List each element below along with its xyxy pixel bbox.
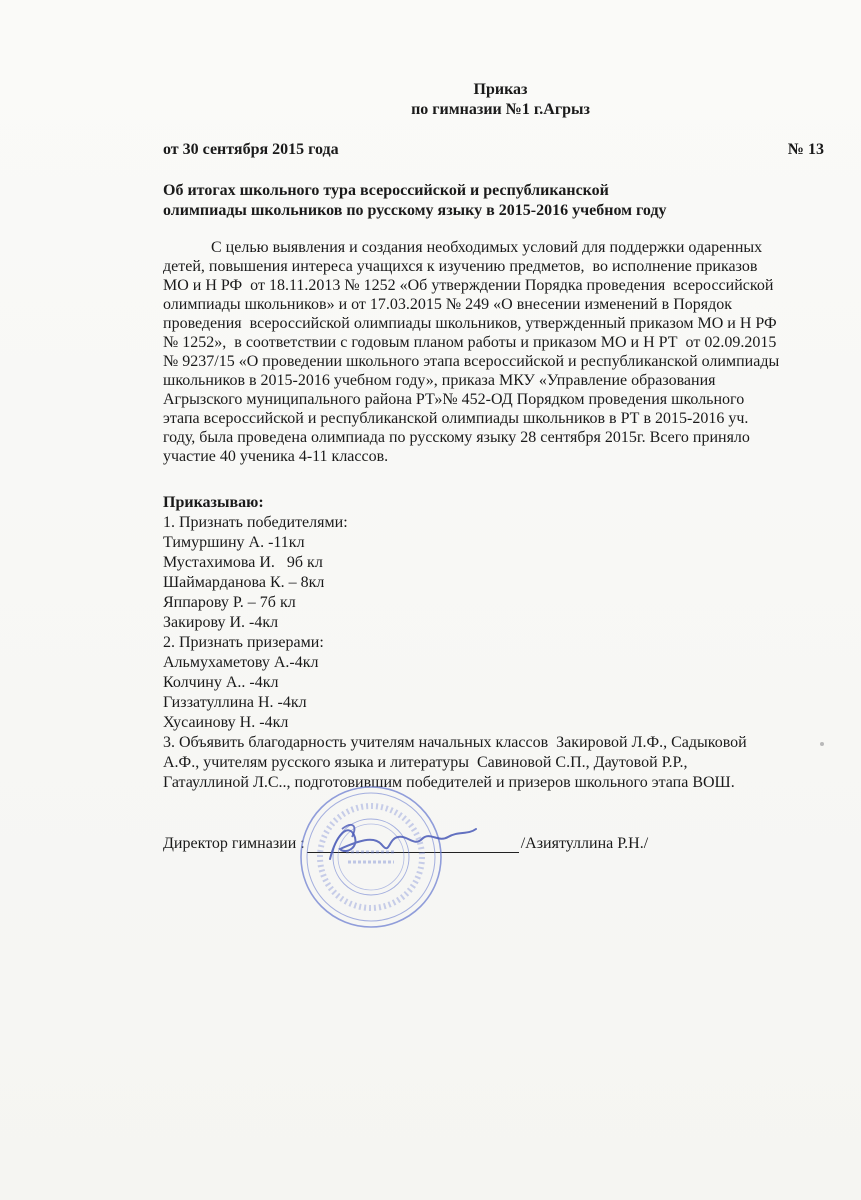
body-line: № 9237/15 «О проведении школьного этапа всероссийской и республиканской олимпиады [163, 353, 780, 370]
document-title: Приказ [473, 81, 528, 98]
body-line: олимпиады школьников» и от 17.03.2015 № 249 «О внесении изменений в Порядок [163, 296, 733, 313]
body-line: проведения всероссийской олимпиады школьников, утвержденный приказом МО и Н РФ [163, 315, 777, 332]
order-line: Яппарову Р. – 7б кл [163, 594, 296, 611]
order-line: 2. Признать призерами: [163, 634, 324, 651]
order-line: Хусаинову Н. -4кл [163, 714, 289, 731]
heading-line-2: олимпиады школьников по русскому языку в 2015-2016 учебном году [163, 202, 667, 219]
order-line: Тимуршину А. -11кл [163, 534, 305, 551]
order-line: Закирову И. -4кл [163, 614, 279, 631]
body-line: детей, повышения интереса учащихся к изучению предметов, во исполнение приказов [163, 258, 758, 275]
order-line: Альмухаметову А.-4кл [163, 654, 319, 671]
order-line: А.Ф., учителям русского языка и литературы Савиновой С.П., Даутовой Р.Р., [163, 754, 688, 771]
body-line: МО и Н РФ от 18.11.2013 № 1252 «Об утверждении Порядка проведения всероссийской [163, 277, 774, 294]
signature-scribble [318, 815, 498, 870]
order-line: Гатауллиной Л.С.., подготовившим победителей и призеров школьного этапа ВОШ. [163, 774, 735, 791]
body-line: году, была проведена олимпиада по русскому языку 28 сентября 2015г. Всего приняло [163, 429, 750, 446]
order-line: Гиззатуллина Н. -4кл [163, 694, 307, 711]
heading-line-1: Об итогах школьного тура всероссийской и республиканской [163, 182, 609, 199]
body-line: школьников в 2015-2016 учебном году», приказа МКУ «Управление образования [163, 372, 716, 389]
document-subtitle: по гимназии №1 г.Агрыз [411, 101, 590, 118]
order-line: Шаймарданова К. – 8кл [163, 574, 325, 591]
order-body [163, 238, 833, 466]
body-line: участие 40 ученика 4-11 классов. [163, 448, 389, 465]
dateline [163, 141, 824, 159]
body-line: Агрызского муниципального района РТ»№ 452-ОД Порядком проведения школьного [163, 391, 745, 408]
order-line: Мустахимова И. 9б кл [163, 554, 323, 571]
signatory-name: /Азиятуллина Р.Н./ [520, 835, 649, 852]
order-section [163, 493, 823, 793]
order-date: от 30 сентября 2015 года [163, 141, 339, 158]
order-line: 3. Объявить благодарность учителям начальных классов Закировой Л.Ф., Садыковой [163, 734, 747, 751]
scan-speck [820, 742, 824, 746]
order-number: № 13 [787, 141, 824, 158]
body-line: № 1252», в соответствии с годовым планом работы и приказом МО и Н РТ от 02.09.2015 [163, 334, 777, 351]
order-line: Колчину А.. -4кл [163, 674, 279, 691]
order-heading [163, 181, 803, 221]
signature-label: Директор гимназии : [163, 835, 305, 852]
order-label: Приказываю: [163, 494, 264, 511]
body-line: С целью выявления и создания необходимых условий для поддержки одаренных [211, 239, 763, 256]
body-line: этапа всероссийской и республиканской олимпиады школьников в РТ в 2015-2016 уч. [163, 410, 749, 427]
document-header [0, 80, 861, 120]
order-line: 1. Признать победителями: [163, 514, 348, 531]
